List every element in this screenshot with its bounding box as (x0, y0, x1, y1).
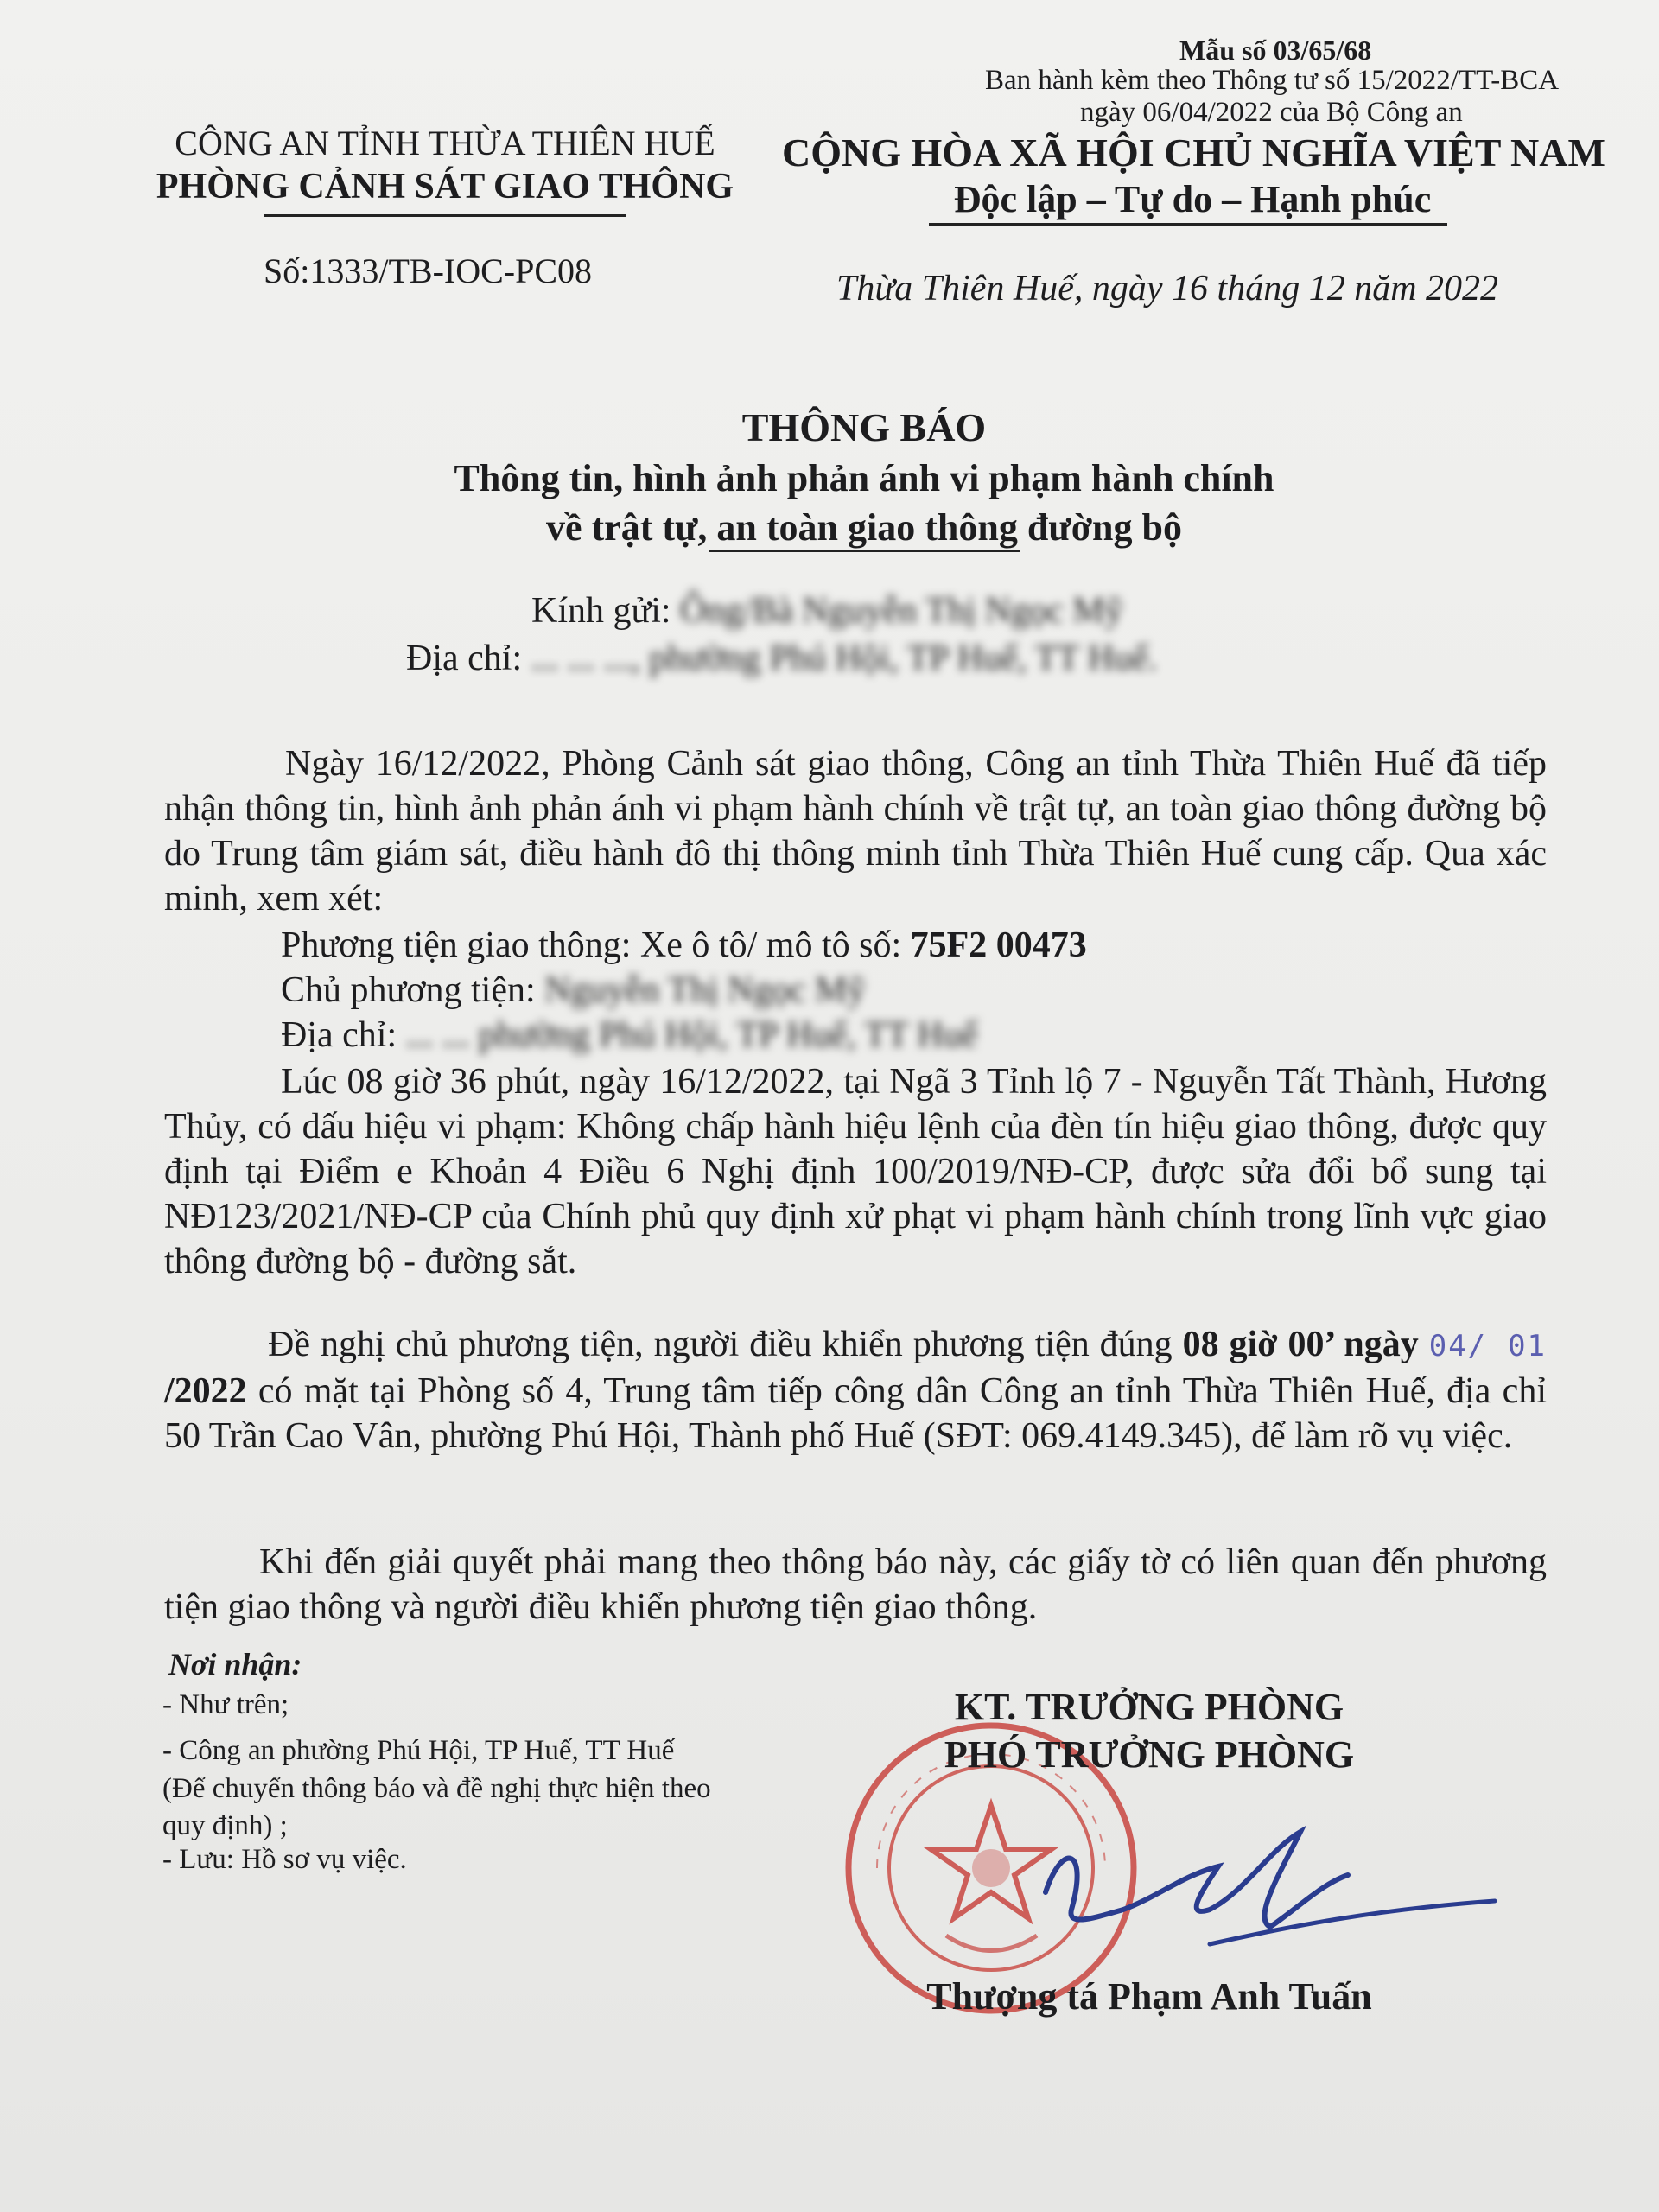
owner-label: Chủ phương tiện: (281, 970, 536, 1010)
request-text-2: có mặt tại Phòng số 4, Trung tâm tiếp công dân Công an tỉnh Thừa Thiên Huế, địa chỉ 50 Trần Cao Vân, phường Phú Hội, Thành phố Huế (SĐT: 069.4149.345), để làm rõ vụ việc. (164, 1371, 1547, 1456)
request-paragraph (164, 1322, 1547, 1459)
appointment-time: 08 giờ 00’ (1182, 1325, 1344, 1364)
body-paragraph-1: Ngày 16/12/2022, Phòng Cảnh sát giao thông, Công an tỉnh Thừa Thiên Huế đã tiếp nhận thông tin, hình ảnh phản ánh vi phạm hành chính về trật tự, an toàn giao thông đường bộ do Trung tâm giám sát, điều hành đô thị thông minh tỉnh Thừa Thiên Huế cung cấp. Qua xác minh, xem xét: (164, 744, 1547, 918)
distribution-item-1: - Như trên; (162, 1689, 289, 1720)
vehicle-line (281, 925, 1087, 966)
motto-underline (929, 223, 1447, 226)
form-issued-date: ngày 06/04/2022 của Bộ Công an (1080, 97, 1463, 128)
request-text-1: Đề nghị chủ phương tiện, người điều khiển phương tiện đúng (268, 1325, 1183, 1364)
form-issued-by: Ban hành kèm theo Thông tư số 15/2022/TT-BCA (985, 65, 1560, 96)
owner-address-line (281, 1014, 977, 1056)
recipient-address-label: Địa chỉ: (406, 639, 523, 678)
closing-paragraph: Khi đến giải quyết phải mang theo thông báo này, các giấy tờ có liên quan đến phương tiện giao thông và người điều khiển phương tiện giao thông. (164, 1542, 1547, 1627)
nation-motto: Độc lập – Tự do – Hạnh phúc (953, 178, 1432, 220)
vehicle-plate: 75F2 00473 (910, 925, 1087, 965)
subtitle-underline (709, 550, 1020, 552)
recipient-name: Ông/Bà Nguyễn Thị Ngọc Mỹ (680, 591, 1123, 631)
owner-address-label: Địa chỉ: (281, 1015, 397, 1055)
appointment-day-label: ngày (1344, 1325, 1429, 1364)
violation-paragraph: Lúc 08 giờ 36 phút, ngày 16/12/2022, tại Ngã 3 Tỉnh lộ 7 - Nguyễn Tất Thành, Hương Thủy, có dấu hiệu vi phạm: Không chấp hành hiệu lệnh của đèn tín hiệu giao thông, được quy định tại Điểm e Khoản 4 Điều 6 Nghị định 100/2019/NĐ-CP, được sửa đổi bổ sung tại NĐ123/2021/NĐ-CP của Chính phủ quy định xử phạt vi phạm hành chính trong lĩnh vực giao thông đường bộ - đường sắt. (164, 1062, 1547, 1281)
distribution-title: Nơi nhận: (168, 1647, 302, 1681)
agency-underline (264, 214, 626, 217)
agency-name: PHÒNG CẢNH SÁT GIAO THÔNG (156, 167, 734, 207)
recipient-address: ... ... ..., phường Phú Hội, TP Huế, TT Huế. (531, 639, 1158, 678)
document-title: THÔNG BÁO (741, 405, 987, 449)
distribution-item-2: - Công an phường Phú Hội, TP Huế, TT Huế (162, 1735, 675, 1766)
owner-address: ... ... phường Phú Hội, TP Huế, TT Huế (405, 1015, 978, 1055)
document-number: Số:1333/TB-IOC-PC08 (264, 251, 593, 290)
document-subtitle-2: về trật tự, an toàn giao thông đường bộ (545, 506, 1182, 549)
agency-parent: CÔNG AN TỈNH THỪA THIÊN HUẾ (175, 124, 715, 162)
vehicle-label: Phương tiện giao thông: Xe ô tô/ mô tô số: (281, 925, 902, 965)
recipient-line (531, 590, 1123, 632)
signatory-role-1: KT. TRƯỞNG PHÒNG (954, 1686, 1344, 1728)
owner-line (281, 969, 866, 1011)
document-subtitle-1: Thông tin, hình ảnh phản ánh vi phạm hành chính (454, 457, 1274, 499)
recipient-label: Kính gửi: (531, 591, 671, 631)
signatory-name: Thượng tá Phạm Anh Tuấn (926, 1975, 1372, 2018)
nation-title: CỘNG HÒA XÃ HỘI CHỦ NGHĨA VIỆT NAM (782, 130, 1605, 175)
recipient-address-line (406, 638, 1157, 679)
place-date: Thừa Thiên Huế, ngày 16 tháng 12 năm 2022 (836, 269, 1499, 308)
distribution-item-3: (Để chuyển thông báo và đề nghị thực hiện theo (162, 1773, 711, 1804)
appointment-year: /2022 (164, 1371, 247, 1411)
distribution-item-4: quy định) ; (162, 1810, 288, 1841)
signatory-role-2: PHÓ TRƯỞNG PHÒNG (944, 1733, 1355, 1776)
distribution-item-5: - Lưu: Hồ sơ vụ việc. (162, 1844, 407, 1875)
handwritten-date: 04/ 01 (1428, 1329, 1548, 1363)
owner-name: Nguyễn Thị Ngọc Mỹ (544, 970, 866, 1010)
form-number: Mẫu số 03/65/68 (1179, 35, 1372, 66)
handwritten-signature (1011, 1815, 1503, 1970)
